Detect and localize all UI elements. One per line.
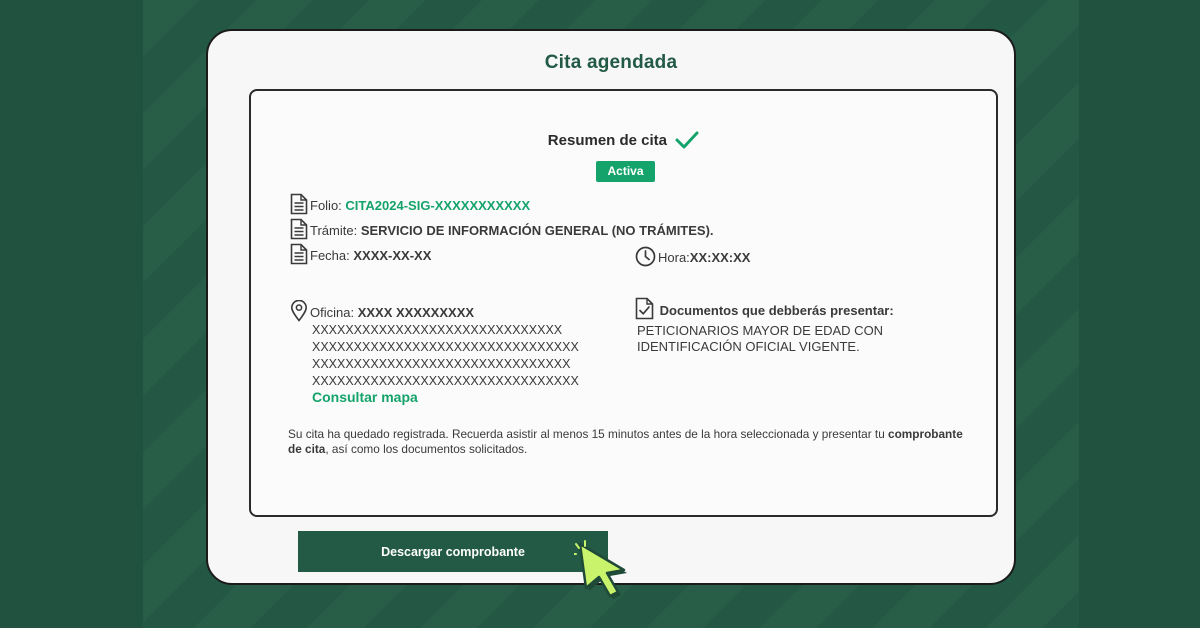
fecha-value: XXXX-XX-XX (353, 248, 432, 263)
note-text-end: , así como los documentos solicitados. (325, 442, 528, 456)
docs-list (637, 323, 883, 355)
tramite-row (290, 218, 714, 243)
summary-heading (251, 131, 996, 153)
oficina-label: Oficina: (310, 305, 355, 320)
summary-panel (249, 89, 998, 517)
office-address (312, 322, 579, 390)
oficina-value: XXXX XXXXXXXXX (357, 305, 475, 320)
check-icon (675, 131, 699, 153)
folio-label: Folio: (310, 198, 342, 213)
docs-title: Documentos que debberás presentar: (659, 303, 894, 318)
summary-heading-text: Resumen de cita (547, 132, 668, 149)
tramite-value: SERVICIO DE INFORMACIÓN GENERAL (NO TRÁMITES). (360, 223, 714, 238)
appointment-card (206, 29, 1016, 585)
hora-label: Hora: (658, 250, 690, 265)
address-line: XXXXXXXXXXXXXXXXXXXXXXXXXXXXXXX (312, 357, 571, 371)
clock-icon (635, 246, 656, 270)
document-check-icon (635, 297, 654, 323)
document-icon (290, 243, 308, 268)
address-line: XXXXXXXXXXXXXXXXXXXXXXXXXXXXXXXX (312, 374, 579, 388)
address-line: XXXXXXXXXXXXXXXXXXXXXXXXXXXXXXXX (312, 340, 579, 354)
status-badge: Activa (596, 161, 655, 182)
address-line: XXXXXXXXXXXXXXXXXXXXXXXXXXXXXX (312, 323, 563, 337)
reminder-note (288, 427, 968, 457)
fecha-row (290, 243, 431, 268)
location-pin-icon (290, 300, 308, 325)
tramite-label: Trámite: (310, 223, 358, 238)
note-text: Su cita ha quedado registrada. Recuerda asistir al menos 15 minutos antes de la hora seleccionada y presentar tu (288, 427, 889, 441)
fecha-label: Fecha: (310, 248, 350, 263)
card-title: Cita agendada (544, 52, 678, 73)
hora-value: XX:XX:XX (689, 250, 751, 265)
docs-line: IDENTIFICACIÓN OFICIAL VIGENTE. (637, 339, 860, 354)
document-icon (290, 218, 308, 243)
note-bold-text: comprobante de cita (288, 427, 963, 456)
pointer-cursor-icon (574, 540, 630, 605)
docs-row (635, 297, 894, 323)
folio-value: CITA2024-SIG-XXXXXXXXXXX (345, 198, 531, 213)
folio-row (290, 193, 530, 218)
docs-line: PETICIONARIOS MAYOR DE EDAD CON (637, 323, 884, 338)
hora-row (635, 246, 750, 270)
download-receipt-button[interactable]: Descargar comprobante (298, 531, 608, 572)
map-link[interactable]: Consultar mapa (312, 389, 418, 405)
document-icon (290, 193, 308, 218)
